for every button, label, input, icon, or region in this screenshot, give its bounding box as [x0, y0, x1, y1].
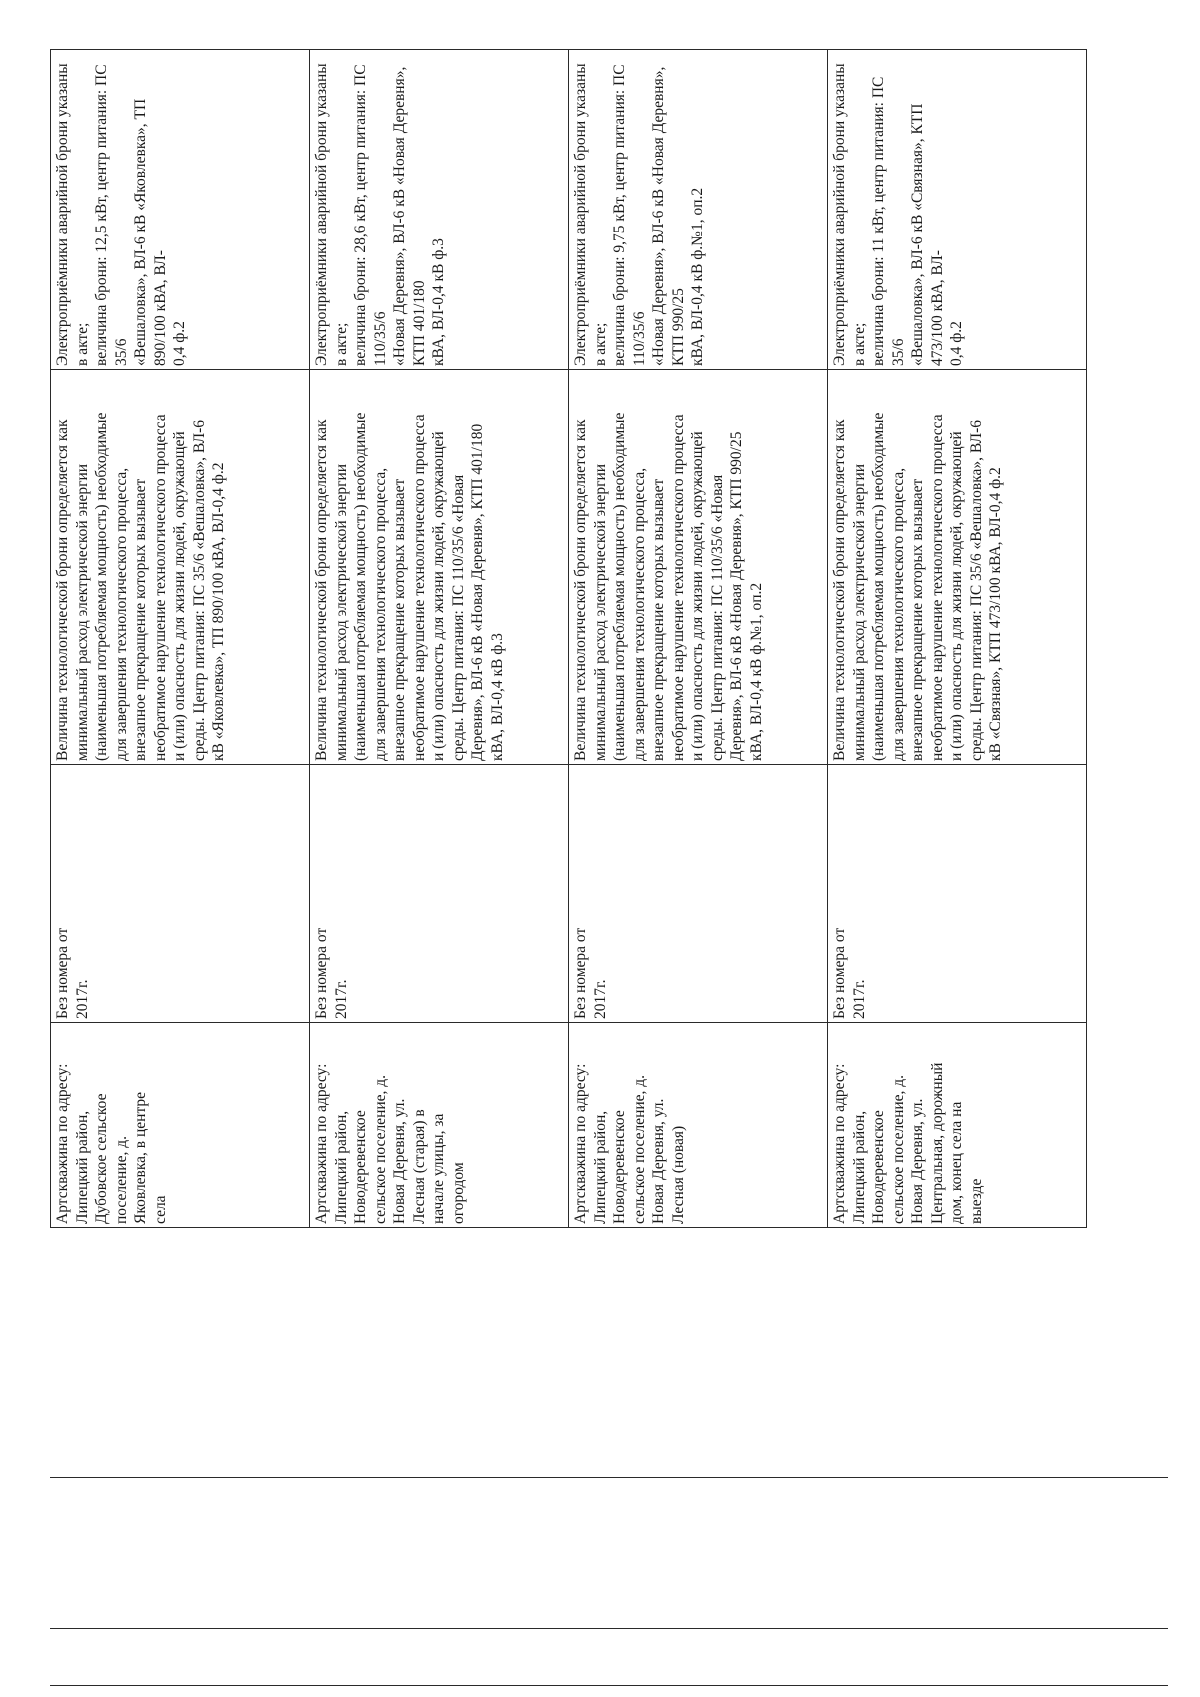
emergency-reserve-text: Электроприёмники аварийной брони указаны в акте; величина брони: 28,6 кВт, центр питания: ПС 110/35/6 «Новая Деревня», ВЛ-6 кВ «Новая Деревня», КТП 401/180 кВА, ВЛ-0,4 кВ ф.3	[313, 63, 447, 366]
act-cell	[569, 765, 828, 1023]
emergency-reserve-cell	[51, 50, 310, 370]
act-cell	[51, 765, 310, 1023]
rule-line	[50, 1628, 1168, 1629]
emergency-reserve-text: Электроприёмники аварийной брони указаны в акте; величина брони: 12,5 кВт, центр питания: ПС 35/6 «Вешаловка», ВЛ-6 кВ «Яковлевка», ТП 890/100 кВА, ВЛ- 0,4 ф.2	[54, 63, 188, 366]
emergency-reserve-text: Электроприёмники аварийной брони указаны в акте; величина брони: 11 кВт, центр питания: ПС 35/6 «Вешаловка», ВЛ-6 кВ «Связная», КТП 473/100 кВА, ВЛ- 0,4 ф.2	[831, 63, 965, 366]
emergency-reserve-text: Электроприёмники аварийной брони указаны в акте; величина брони: 9,75 кВт, центр питания: ПС 110/35/6 «Новая Деревня», ВЛ-6 кВ «Новая Деревня», КТП 990/25 кВА, ВЛ-0,4 кВ ф.№1, оп.2	[572, 63, 706, 366]
address-text: Артскважина по адресу: Липецкий район, Дубовское сельское поселение, д. Яковлевка, в центре села	[54, 1063, 169, 1224]
technological-reserve-text: Величина технологической брони определяется как минимальный расход электрической энергии (наименьшая потребляемая мощность) необходимые для завершения технологического процесса, внезапное прекращение которых вызывает необратимое нарушение технологического процесса и (или) опасность для жизни людей, окружающей среды. Центр питания: ПС 35/6 «Вешаловка», ВЛ-6 кВ «Связная», КТП 473/100 кВА, ВЛ-0,4 ф.2	[831, 412, 1004, 761]
address-text: Артскважина по адресу: Липецкий район, Новодеревенское сельское поселение, д. Новая Деревня, ул. Центральная, дорожный дом, конец села на выезде	[831, 1062, 985, 1224]
address-cell	[310, 1023, 569, 1228]
address-text: Артскважина по адресу: Липецкий район, Новодеревенское сельское поселение, д. Новая Деревня, ул. Лесная (новая)	[572, 1063, 687, 1224]
address-cell	[828, 1023, 1087, 1228]
technological-reserve-text: Величина технологической брони определяется как минимальный расход электрической энергии (наименьшая потребляемая мощность) необходимые для завершения технологического процесса, внезапное прекращение которых вызывает необратимое нарушение технологического процесса и (или) опасность для жизни людей, окружающей среды. Центр питания: ПС 35/6 «Вешаловка», ВЛ-6 кВ «Яковлевка», ТП 890/100 кВА, ВЛ-0,4 ф.2	[54, 412, 227, 761]
technological-reserve-cell	[51, 370, 310, 765]
address-cell	[569, 1023, 828, 1228]
table-row	[310, 50, 569, 1228]
table-row	[51, 50, 310, 1228]
emergency-reserve-cell	[310, 50, 569, 370]
table-row	[828, 50, 1087, 1228]
act-text: Без номера от 2017г.	[54, 927, 91, 1019]
act-text: Без номера от 2017г.	[572, 927, 609, 1019]
act-text: Без номера от 2017г.	[313, 927, 350, 1019]
reservation-table	[50, 49, 1087, 1228]
rule-line	[50, 1685, 1168, 1686]
act-text: Без номера от 2017г.	[831, 927, 868, 1019]
rule-line	[50, 1477, 1168, 1478]
act-cell	[828, 765, 1087, 1023]
act-cell	[310, 765, 569, 1023]
rotated-page-content	[50, 50, 1070, 1228]
emergency-reserve-cell	[828, 50, 1087, 370]
address-text: Артскважина по адресу: Липецкий район, Новодеревенское сельское поселение, д. Новая Деревня, ул. Лесная (старая) в начале улицы, за огородом	[313, 1063, 467, 1224]
emergency-reserve-cell	[569, 50, 828, 370]
technological-reserve-cell	[310, 370, 569, 765]
address-cell	[51, 1023, 310, 1228]
technological-reserve-cell	[828, 370, 1087, 765]
technological-reserve-cell	[569, 370, 828, 765]
table-row	[569, 50, 828, 1228]
technological-reserve-text: Величина технологической брони определяется как минимальный расход электрической энергии (наименьшая потребляемая мощность) необходимые для завершения технологического процесса, внезапное прекращение которых вызывает необратимое нарушение технологического процесса и (или) опасность для жизни людей, окружающей среды. Центр питания: ПС 110/35/6 «Новая Деревня», ВЛ-6 кВ «Новая Деревня», КТП 990/25 кВА, ВЛ-0,4 кВ ф.№1, оп.2	[572, 412, 765, 761]
technological-reserve-text: Величина технологической брони определяется как минимальный расход электрической энергии (наименьшая потребляемая мощность) необходимые для завершения технологического процесса, внезапное прекращение которых вызывает необратимое нарушение технологического процесса и (или) опасность для жизни людей, окружающей среды. Центр питания: ПС 110/35/6 «Новая Деревня», ВЛ-6 кВ «Новая Деревня», КТП 401/180 кВА, ВЛ-0,4 кВ ф.3	[313, 412, 506, 761]
